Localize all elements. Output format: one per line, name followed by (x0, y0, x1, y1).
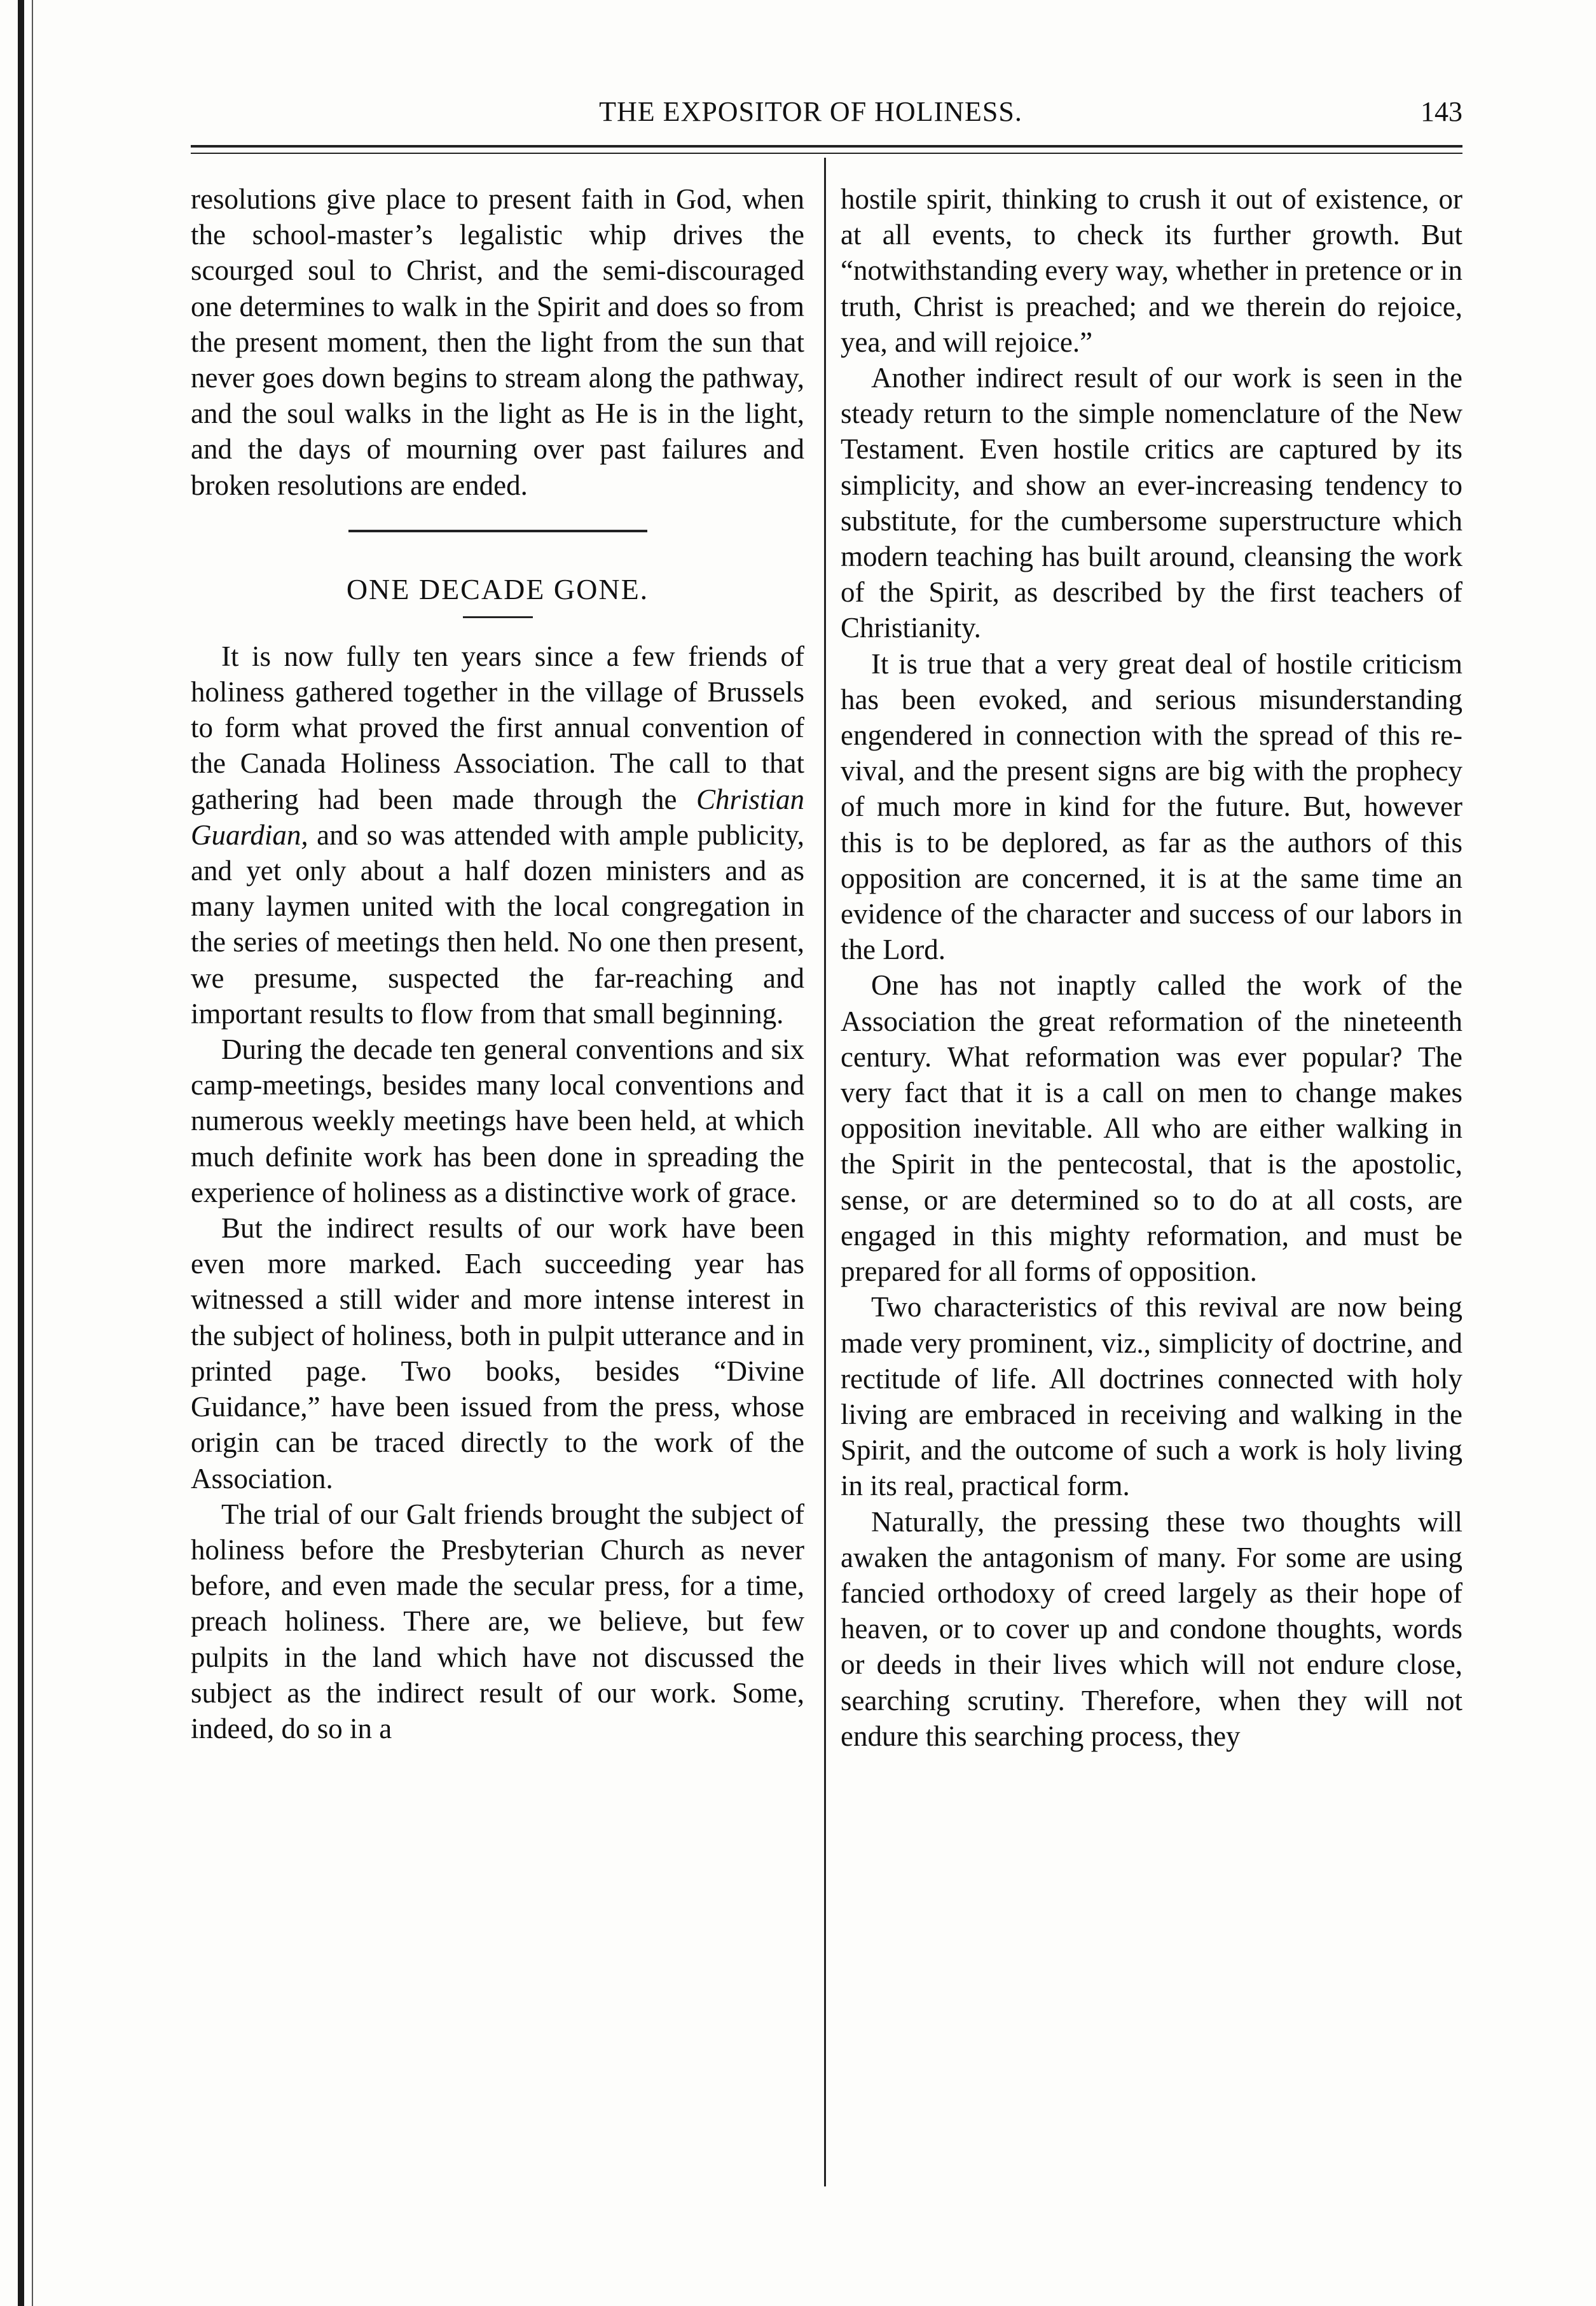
paragraph: Another indirect result of our work is seen in the steady return to the simple nomenclature of the New Testament. Even hostile critics are captured by its simplicity, and show an ever-increasing tendency to substitute, for the cumbersome superstructure which modern teaching has built around, cleansing the work of the Spirit, as described by the first teachers of Christianity. (841, 362, 1462, 644)
binding-line (32, 0, 33, 2306)
paragraph: Two characteristics of this revival are now being made very prominent, viz., simplicity of doctrine, and rectitude of life. All doctrines connected with holy living are embraced in receiving and walking in the Spirit, and the outcome of such a work is holy living in its real, practical form. (841, 1291, 1462, 1502)
section-title: ONE DECADE GONE. (346, 572, 649, 605)
left-column (191, 181, 804, 1746)
paragraph (191, 639, 804, 1032)
paragraph: The trial of our Galt friends brought the subject of holiness before the Presbyterian Church as never before, and even made the secular press, for a time, preach holiness. There are, we believe, but few pulpits in the land which have not discussed the subject as the indirect result of our work. Some, indeed, do so in a (191, 1498, 804, 1744)
running-header (191, 95, 1462, 140)
text-run: It is now fully ten years since a few friends of holiness gathered together in the village of Brussels to form what proved the first annual convention of the Canada Holiness Association. The call to that gathering had been made through the (191, 640, 804, 815)
italic-title: Christian Guardian, (191, 783, 804, 851)
running-title: THE EXPOSITOR OF HOLINESS. (599, 96, 1022, 127)
paragraph: During the decade ten general conventions and six camp-meetings, besides many local conventions and numerous weekly meetings have been held, at which much definite work has been done in spreading the experience of holiness as a distinctive work of grace. (191, 1033, 804, 1208)
header-rule-thin (191, 153, 1462, 154)
page-number: 143 (1421, 96, 1462, 127)
binding-edge (18, 0, 24, 2306)
paragraph: But the indirect results of our work have been even more marked. Each succeeding year has witnessed a still wider and more intense interest in the subject of holiness, both in pulpit utterance and in printed page. Two books, besides “Divine Guidance,” have been issued from the press, whose origin can be traced directly to the work of the Association. (191, 1212, 804, 1495)
right-column (841, 181, 1462, 1754)
paragraph: Naturally, the pressing these two thoughts will awaken the antagonism of many. For some are using fancied orthodoxy of creed largely as their hope of heaven, or to cover up and condone thoughts, words or deeds in their lives which will not endure close, searching scrutiny. Therefore, when they will not endure this searching process, they (841, 1505, 1462, 1752)
text-run: and so was attended with ample publicity, and yet only about a half dozen ministers and as many laymen united with the local congregation in the series of meetings then held. No one then present, we presume, suspected the far-reaching and important results to flow from that small beginning. (191, 818, 804, 1030)
paragraph: hostile spirit, thinking to crush it out of existence, or at all events, to check its further growth. But “notwithstanding every way, whether in pretence or in truth, Christ is preached; and we therein do rejoice, yea, and will rejoice.” (841, 183, 1462, 358)
paragraph: It is true that a very great deal of hostile criticism has been evoked, and serious misunderstanding engendered in connection with the spread of this revival, and the present signs are big with the prophecy of much more in kind for the future. But, however this is to be deplored, as far as the authors of this opposition are concerned, it is at the same time an evidence of the character and success of our labors in the Lord. (841, 647, 1462, 966)
paragraph: resolutions give place to present faith in God, when the school-master’s legalistic whip drives the scourged soul to Christ, and the semi-discouraged one determines to walk in the Spirit and does so from the present moment, then the light from the sun that never goes down begins to stream along the pathway, and the soul walks in the light as He is in the light, and the days of mourning over past failures and broken resolutions are ended. (191, 183, 804, 501)
column-divider (824, 158, 826, 2186)
section-divider-rule (348, 530, 647, 532)
header-rule-thick (191, 145, 1462, 148)
paragraph: One has not inaptly called the work of the Association the great reformation of the nineteenth century. What reformation was ever popular? The very fact that it is a call on men to change makes opposition inevitable. All who are either walking in the Spirit in the pentecostal, that is the apostolic, sense, or are determined so to do at all costs, are engaged in this mighty reformation, and must be prepared for all forms of opposition. (841, 969, 1462, 1288)
title-underline (463, 616, 533, 618)
